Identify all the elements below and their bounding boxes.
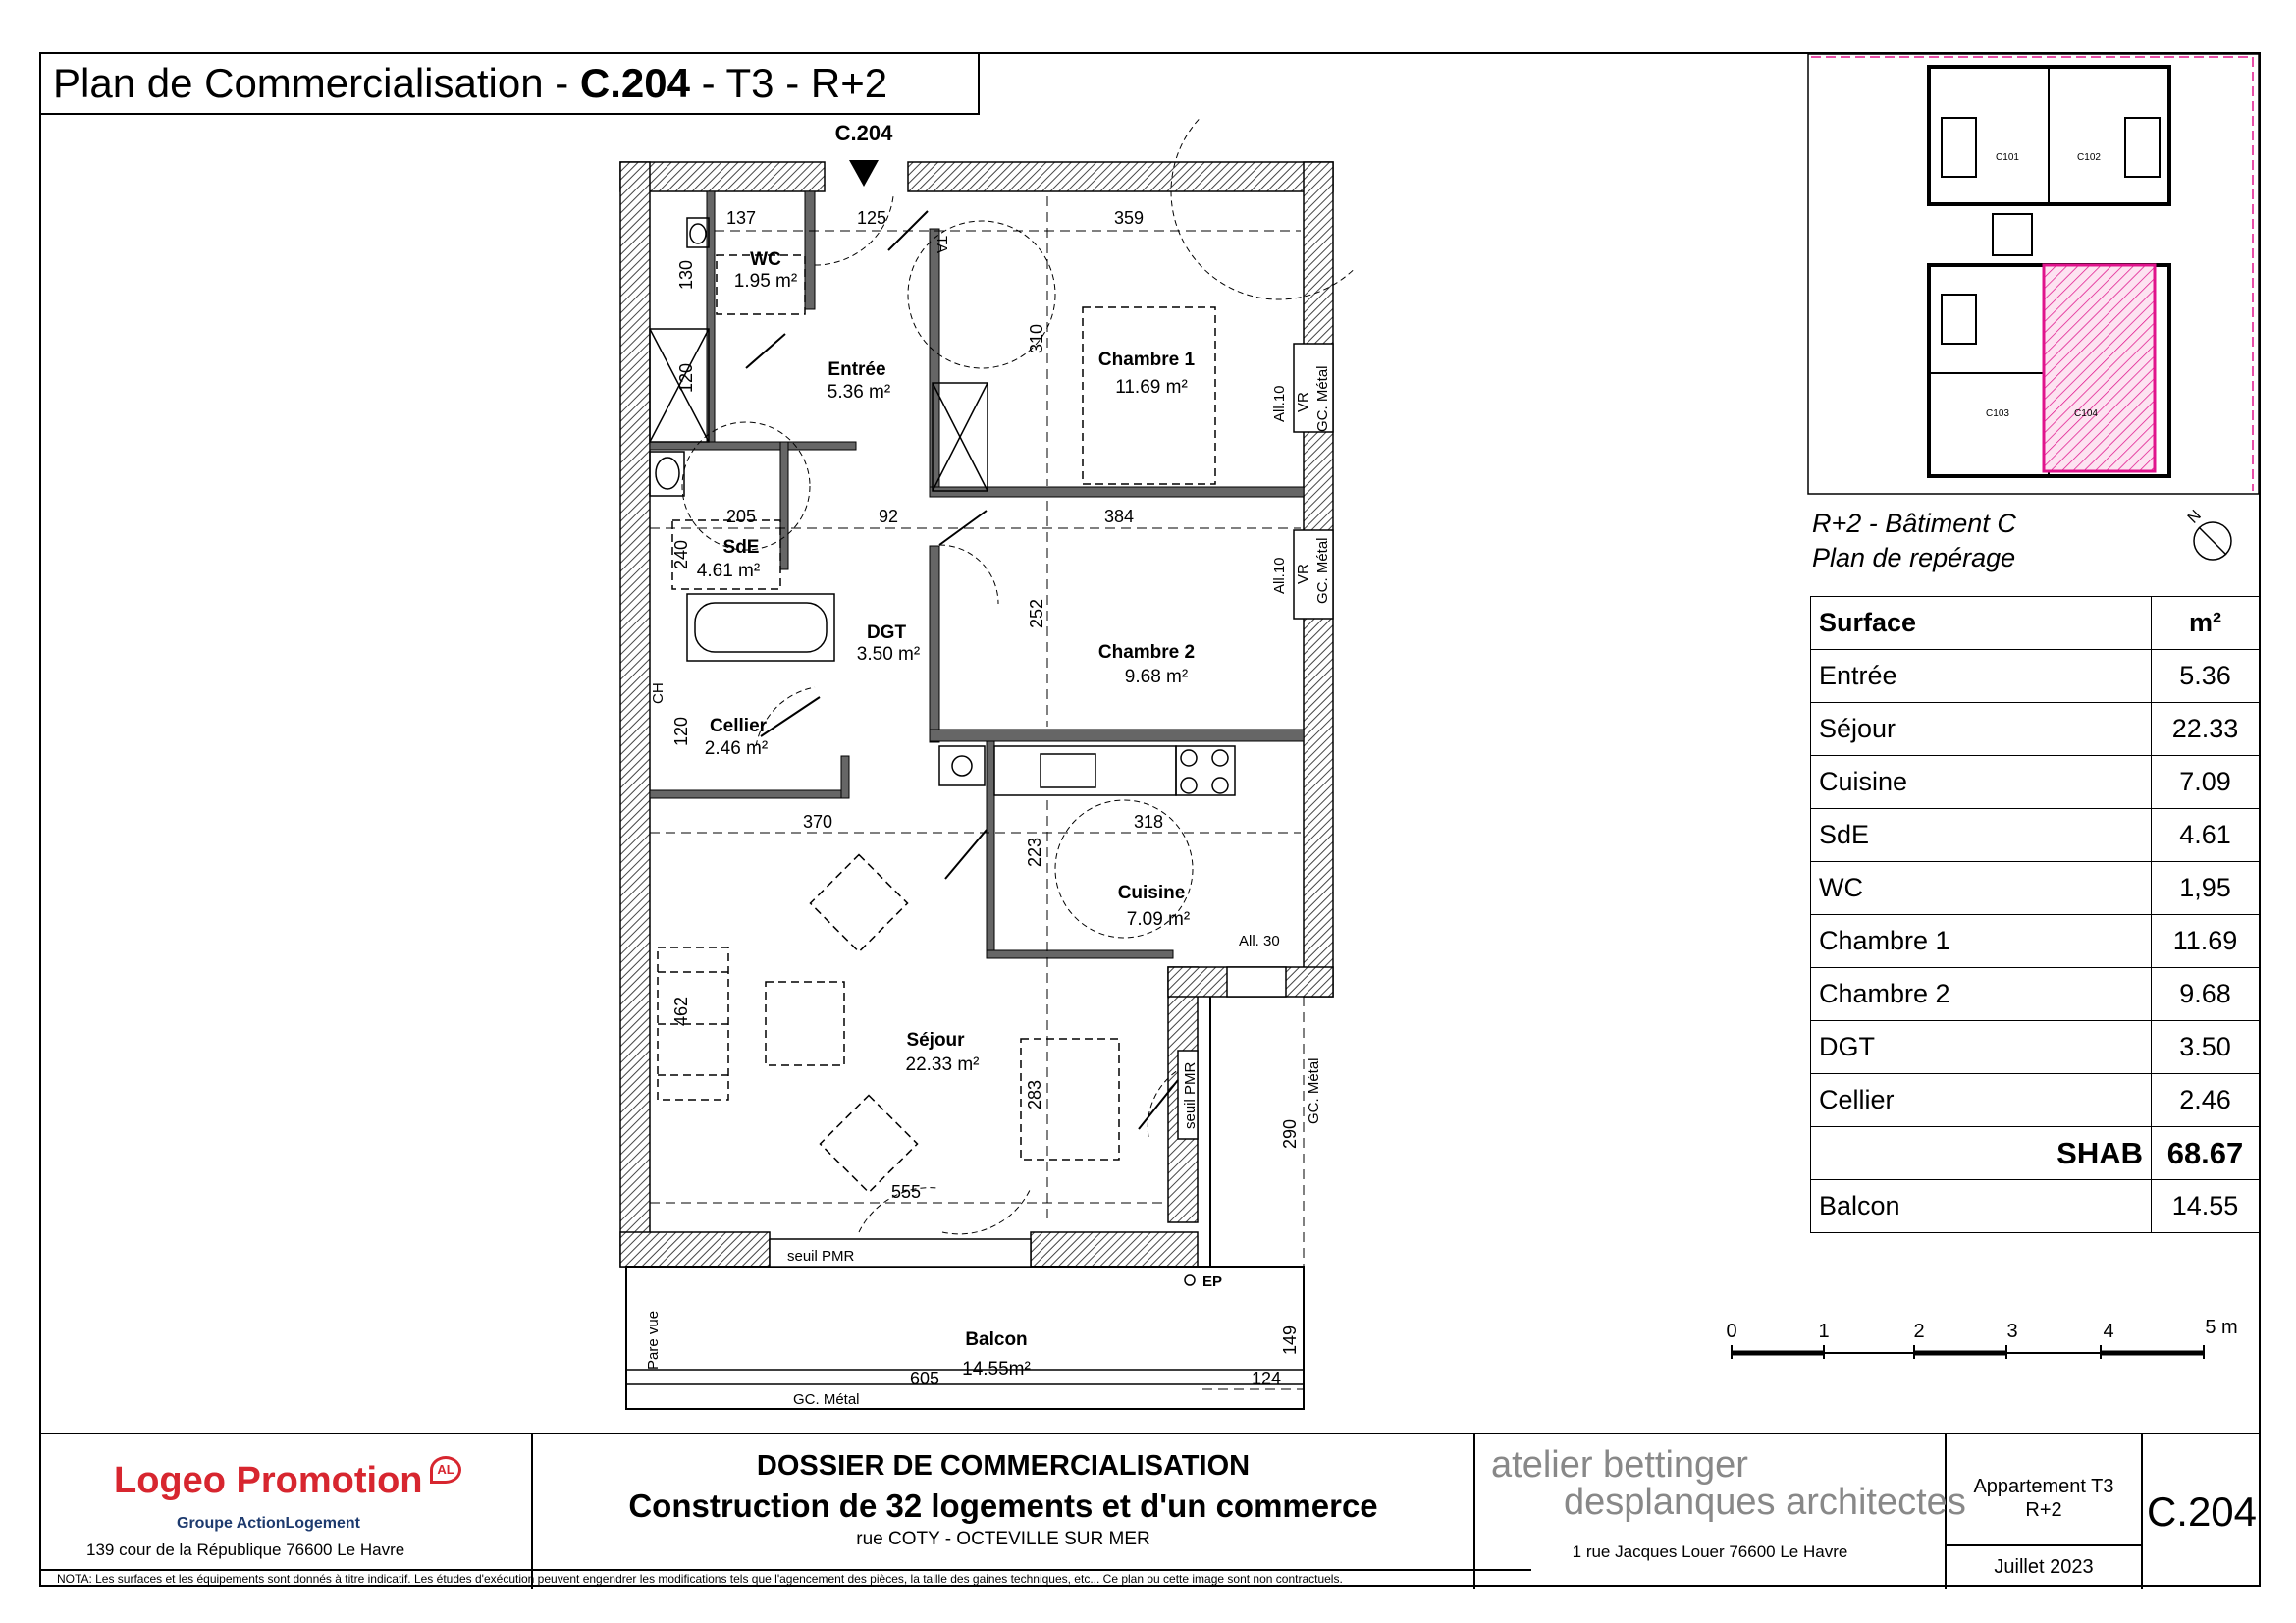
north-arrow-icon bbox=[2169, 506, 2238, 565]
surface-header-unit: m² bbox=[2152, 597, 2260, 650]
site-unit-label: C104 bbox=[2074, 408, 2098, 419]
table-row bbox=[1811, 862, 2260, 915]
row-label: SdE bbox=[1811, 809, 2152, 862]
row-value: 3.50 bbox=[2152, 1021, 2260, 1074]
apartment-date: Juillet 2023 bbox=[1947, 1544, 2141, 1591]
dim-label: 252 bbox=[1027, 598, 1046, 629]
dim-label: 120 bbox=[671, 716, 691, 747]
ch-label: CH bbox=[650, 682, 667, 704]
room-chambre1-area: 11.69 m² bbox=[1115, 377, 1188, 398]
room-wc-name: WC bbox=[750, 249, 781, 270]
brand-logo bbox=[114, 1460, 423, 1502]
room-dgt-name: DGT bbox=[866, 622, 907, 643]
room-cuisine-area: 7.09 m² bbox=[1126, 909, 1191, 930]
dim-label: 223 bbox=[1025, 837, 1044, 868]
dimension-lines bbox=[650, 196, 1304, 1404]
dim-label: 359 bbox=[1113, 208, 1145, 228]
dossier-cell bbox=[533, 1434, 1475, 1589]
project-title: Construction de 32 logements et d'un commerce bbox=[628, 1488, 1378, 1524]
brand-address: 139 cour de la République 76600 Le Havre bbox=[86, 1541, 405, 1559]
exterior-walls bbox=[620, 162, 1333, 1267]
row-value: 4.61 bbox=[2152, 809, 2260, 862]
floor-plan bbox=[589, 118, 1355, 1424]
dim-label: 384 bbox=[1103, 507, 1135, 526]
dim-label: 555 bbox=[890, 1182, 922, 1202]
dim-label: 137 bbox=[725, 208, 757, 228]
row-value: 1,95 bbox=[2152, 862, 2260, 915]
shab-label: SHAB bbox=[1811, 1127, 2152, 1180]
room-cuisine-name: Cuisine bbox=[1117, 883, 1186, 903]
dim-label: 310 bbox=[1027, 323, 1046, 354]
room-labels bbox=[697, 249, 1196, 1380]
architect-line-2: desplanques architectes bbox=[1564, 1482, 1966, 1523]
room-balcon-area: 14.55m² bbox=[962, 1359, 1031, 1380]
room-cellier-area: 2.46 m² bbox=[704, 738, 769, 759]
table-row bbox=[1811, 703, 2260, 756]
scale-tick-label: 3 bbox=[2006, 1321, 2018, 1342]
table-row bbox=[1811, 1074, 2260, 1127]
brand-badge-icon: AL bbox=[430, 1456, 461, 1484]
apartment-type: Appartement T3 bbox=[1973, 1476, 2114, 1497]
row-value: 5.36 bbox=[2152, 650, 2260, 703]
row-label: Chambre 2 bbox=[1811, 968, 2152, 1021]
brand-group bbox=[177, 1515, 360, 1533]
table-row bbox=[1811, 915, 2260, 968]
title-code: C.204 bbox=[579, 60, 690, 106]
gc-metal-label: GC. Métal bbox=[1314, 365, 1331, 432]
allege-label: All.10 bbox=[1271, 385, 1288, 422]
room-sde-area: 4.61 m² bbox=[696, 561, 761, 581]
seuil-pmr-vertical: seuil PMR bbox=[1182, 1061, 1199, 1129]
site-unit-label: C102 bbox=[2077, 152, 2101, 163]
shab-value: 68.67 bbox=[2152, 1127, 2260, 1180]
brand-cell bbox=[39, 1434, 533, 1589]
row-value: 11.69 bbox=[2152, 915, 2260, 968]
dim-label: 318 bbox=[1133, 812, 1164, 832]
dim-label: 120 bbox=[676, 362, 696, 394]
dim-label: 92 bbox=[878, 507, 899, 526]
dim-label: 240 bbox=[671, 539, 691, 570]
apartment-level: R+2 bbox=[2025, 1499, 2062, 1521]
surface-header-label: Surface bbox=[1811, 597, 2152, 650]
table-row bbox=[1811, 650, 2260, 703]
code-cell bbox=[2143, 1434, 2261, 1589]
room-wc-area: 1.95 m² bbox=[733, 271, 798, 292]
brand-group-bold: Logement bbox=[285, 1515, 360, 1532]
seuil-pmr-label: seuil PMR bbox=[787, 1248, 855, 1265]
gc-metal-balcony: GC. Métal bbox=[793, 1391, 860, 1408]
allege30-label: All. 30 bbox=[1239, 933, 1280, 949]
dim-label: 130 bbox=[676, 259, 696, 291]
scale-tick-label: 4 bbox=[2103, 1321, 2114, 1342]
surface-table-header bbox=[1811, 597, 2260, 650]
ep-icon bbox=[1185, 1275, 1195, 1285]
surface-table bbox=[1810, 596, 2260, 1233]
site-caption-1: R+2 - Bâtiment C bbox=[1812, 509, 2016, 538]
brand-name: Logeo Promotion bbox=[114, 1460, 423, 1501]
disclaimer-note: NOTA: Les surfaces et les équipements sont donnés à titre indicatif. Les études d'exécution peuvent engendrer les modifications tels que l'agencement des pièces, la taille des gaines techniques, etc... Ce plan ou cette image sont non contractuels. bbox=[39, 1569, 1531, 1587]
row-label: Cellier bbox=[1811, 1074, 2152, 1127]
dim-label: 370 bbox=[802, 812, 833, 832]
table-row bbox=[1811, 1021, 2260, 1074]
entry-arrow bbox=[849, 160, 879, 187]
project-address: rue COTY - OCTEVILLE SUR MER bbox=[856, 1529, 1150, 1549]
room-balcon-name: Balcon bbox=[965, 1329, 1028, 1350]
row-label: Chambre 1 bbox=[1811, 915, 2152, 968]
room-entree-area: 5.36 m² bbox=[827, 382, 891, 403]
table-row bbox=[1811, 809, 2260, 862]
row-label: Séjour bbox=[1811, 703, 2152, 756]
row-label: WC bbox=[1811, 862, 2152, 915]
room-sejour-name: Séjour bbox=[906, 1030, 965, 1051]
balcon-label: Balcon bbox=[1811, 1180, 2152, 1233]
allege-label: All.10 bbox=[1271, 557, 1288, 594]
scale-tick-label: 1 bbox=[1818, 1321, 1830, 1342]
ep-label: EP bbox=[1202, 1273, 1223, 1290]
room-chambre2-area: 9.68 m² bbox=[1124, 667, 1189, 687]
vr-label: VR bbox=[1295, 392, 1311, 412]
architect-address: 1 rue Jacques Louer 76600 Le Havre bbox=[1572, 1542, 1848, 1561]
gc-metal-label: GC. Métal bbox=[1314, 537, 1331, 604]
dim-label: 149 bbox=[1280, 1325, 1300, 1356]
dim-label: 290 bbox=[1280, 1118, 1300, 1150]
table-row bbox=[1811, 968, 2260, 1021]
table-row bbox=[1811, 756, 2260, 809]
dim-label: 462 bbox=[671, 996, 691, 1027]
site-highlight-unit bbox=[2044, 265, 2155, 471]
room-sejour-area: 22.33 m² bbox=[905, 1055, 980, 1075]
room-dgt-area: 3.50 m² bbox=[856, 644, 921, 665]
footer-code: C.204 bbox=[2146, 1488, 2258, 1535]
scale-tick-label: 5 m bbox=[2205, 1317, 2238, 1338]
architect-line-1: atelier bettinger bbox=[1491, 1444, 1748, 1486]
room-chambre1-name: Chambre 1 bbox=[1097, 350, 1196, 370]
site-unit-label: C101 bbox=[1996, 152, 2019, 163]
page-title bbox=[39, 52, 980, 115]
scale-tick-label: 0 bbox=[1726, 1321, 1737, 1342]
dim-label: 125 bbox=[856, 208, 887, 228]
chairs bbox=[811, 855, 918, 1193]
footer-cartouche bbox=[39, 1433, 2261, 1587]
title-prefix: Plan de Commercialisation - bbox=[53, 60, 580, 106]
dossier-title: DOSSIER DE COMMERCIALISATION bbox=[756, 1450, 1251, 1482]
row-value: 7.09 bbox=[2152, 756, 2260, 809]
site-caption-2: Plan de repérage bbox=[1812, 543, 2016, 572]
dim-label: 205 bbox=[725, 507, 757, 526]
site-unit-label: C103 bbox=[1986, 408, 2009, 419]
row-label: Cuisine bbox=[1811, 756, 2152, 809]
scale-bar bbox=[1708, 1306, 2238, 1365]
brand-group-plain: Groupe Action bbox=[177, 1515, 286, 1532]
vr-label: VR bbox=[1295, 564, 1311, 584]
apartment-cell bbox=[1947, 1434, 2143, 1589]
room-sde-name: SdE bbox=[722, 537, 760, 558]
row-label: Entrée bbox=[1811, 650, 2152, 703]
dim-label: 124 bbox=[1251, 1369, 1282, 1388]
row-value: 22.33 bbox=[2152, 703, 2260, 756]
room-entree-name: Entrée bbox=[828, 359, 886, 380]
row-label: DGT bbox=[1811, 1021, 2152, 1074]
room-chambre2-name: Chambre 2 bbox=[1097, 642, 1196, 663]
room-cellier-name: Cellier bbox=[709, 716, 768, 736]
row-value: 2.46 bbox=[2152, 1074, 2260, 1127]
balcon-row bbox=[1811, 1180, 2260, 1233]
north-label: N bbox=[2184, 507, 2205, 527]
entry-marker-label: C.204 bbox=[834, 121, 893, 145]
architect-cell bbox=[1475, 1434, 1966, 1589]
balcon-value: 14.55 bbox=[2152, 1180, 2260, 1233]
dim-label: 605 bbox=[909, 1369, 940, 1388]
scale-tick-label: 2 bbox=[1913, 1321, 1925, 1342]
title-suffix: - T3 - R+2 bbox=[689, 60, 888, 106]
shab-row bbox=[1811, 1127, 2260, 1180]
gc-metal-vertical: GC. Métal bbox=[1306, 1057, 1322, 1124]
dim-label: 283 bbox=[1025, 1079, 1044, 1110]
row-value: 9.68 bbox=[2152, 968, 2260, 1021]
site-plan bbox=[1806, 52, 2261, 496]
ta-label: TA bbox=[934, 236, 950, 254]
pare-vue-label: Pare vue bbox=[645, 1310, 662, 1370]
